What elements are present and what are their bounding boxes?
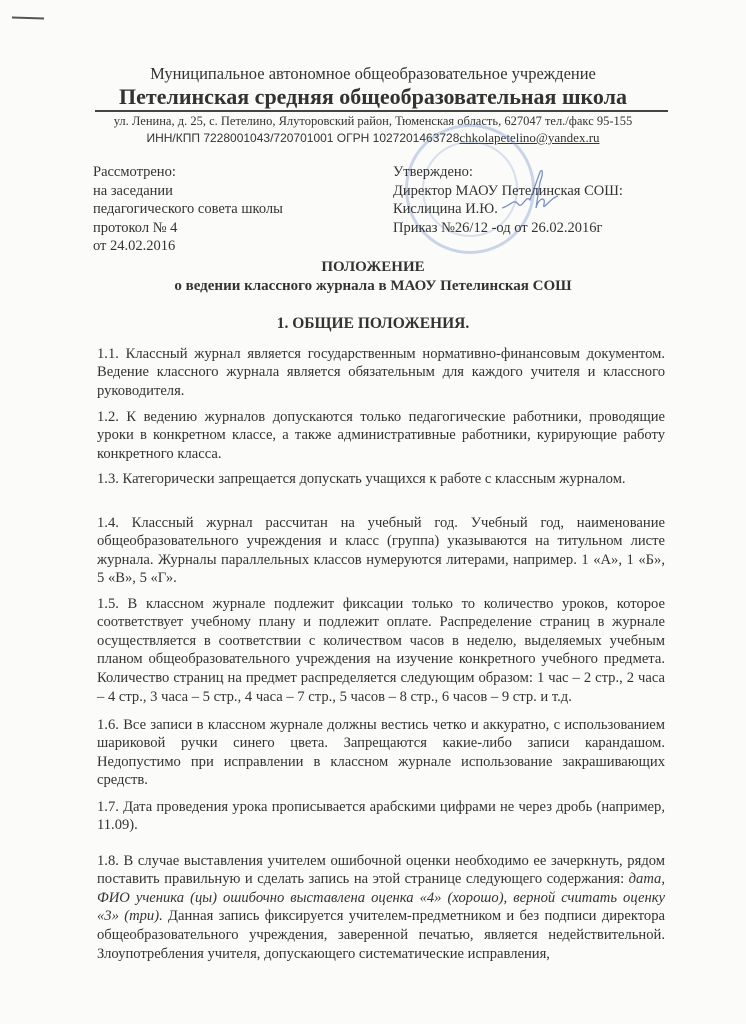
paragraph-1-8-example: дата, ФИО ученика (цы) ошибочно выставлена оценка «4» (хорошо), верной считать оценку «3» (три). <box>97 871 665 925</box>
section-heading: 1. ОБЩИЕ ПОЛОЖЕНИЯ. <box>276 315 470 332</box>
paragraph-1-6: 1.6. Все записи в классном журнале должны вестись четко и аккуратно, с использованием шариковой ручки синего цвета. Запрещаются какие-либо записи карандашом. Недопустимо при исправлении в классном журнале использование закрашивающих средств. <box>97 716 665 789</box>
paragraph-1-8-text: 1.8. В случае выставления учителем ошибочной оценки необходимо ее зачеркнуть, рядом поставить правильную и сделать запись на этой странице следующего содержания: <box>97 852 665 888</box>
considered-line: педагогического совета школы <box>93 201 283 217</box>
considered-line: Рассмотрено: <box>93 164 176 180</box>
considered-line: от 24.02.2016 <box>93 238 176 254</box>
paragraph-1-5: 1.5. В классном журнале подлежит фиксации только то количество уроков, которое соответствует учебному плану и подлежит оплате. Распределение страниц в журнале осуществляется в соответствии с количеством часов в неделю, выделяемых учебным планом общеобразовательного учреждения на изучение конкретного учебного предмета. Количество страниц на предмет распределяется следующим образом: 1 час – 2 стр., 2 часа – 4 стр., 3 часа – 5 стр., 4 часа – 7 стр., 5 часов – 8 стр., 6 часов – 9 стр. и т.д. <box>97 595 665 705</box>
considered-line: протокол № 4 <box>93 219 178 236</box>
document-subtitle: о ведении классного журнала в МАОУ Петелинская СОШ <box>174 278 572 294</box>
approved-line: Утверждено: <box>393 164 473 180</box>
school-registration <box>0 130 746 146</box>
approved-line: Директор МАОУ Петелинская СОШ: <box>393 182 623 199</box>
registration-numbers: ИНН/КПП 7228001043/720701001 ОГРН 1027201463728 <box>146 131 460 145</box>
approved-block <box>393 163 623 237</box>
paragraph-1-8-continuation: Данная запись фиксируется учителем-предметником и без подписи директора общеобразовательного учреждения, заверенной печатью, является недействительной. Злоупотребления учителя, допускающего систематические исправления, <box>97 908 665 962</box>
paragraph-1-4: 1.4. Классный журнал рассчитан на учебный год. Учебный год, наименование общеобразовательного учреждения и класс (группа) указываются на титульном листе журнала. Журналы параллельных классов нумеруются литерами, например. 1 «А», 1 «Б», 5 «В», 5 «Г». <box>97 514 665 587</box>
considered-block <box>93 163 283 256</box>
school-email-link[interactable]: chkolapetelino@yandex.ru <box>459 130 600 145</box>
school-name: Петелинская средняя общеобразовательная школа <box>119 84 627 109</box>
institution-type: Муниципальное автономное общеобразовательное учреждение <box>150 64 596 83</box>
approved-line: Кислицина И.Ю. <box>393 201 498 217</box>
school-address: ул. Ленина, д. 25, с. Петелино, Ялуторовский район, Тюменская область, 627047 тел./факс 95-155 <box>113 114 633 128</box>
paragraph-1-7: 1.7. Дата проведения урока прописывается арабскими цифрами не через дробь (например, 11.09). <box>97 798 665 834</box>
paragraph-1-8 <box>97 852 665 964</box>
considered-line: на заседании <box>93 182 173 199</box>
document-title: ПОЛОЖЕНИЕ <box>321 259 425 275</box>
scan-mark <box>12 16 44 19</box>
paragraph-1-3: 1.3. Категорически запрещается допускать учащихся к работе с классным журналом. <box>97 470 626 487</box>
letterhead-divider <box>95 110 668 112</box>
approved-line: Приказ №26/12 -од от 26.02.2016г <box>393 219 603 236</box>
paragraph-1-2: 1.2. К ведению журналов допускаются только педагогические работники, проводящие уроки в конкретном классе, а также административные работники, курирующие работу конкретного класса. <box>97 408 665 462</box>
paragraph-1-1: 1.1. Классный журнал является государственным нормативно-финансовым документом. Ведение классного журнала является обязательным для каждого учителя и классного руководителя. <box>97 345 665 399</box>
